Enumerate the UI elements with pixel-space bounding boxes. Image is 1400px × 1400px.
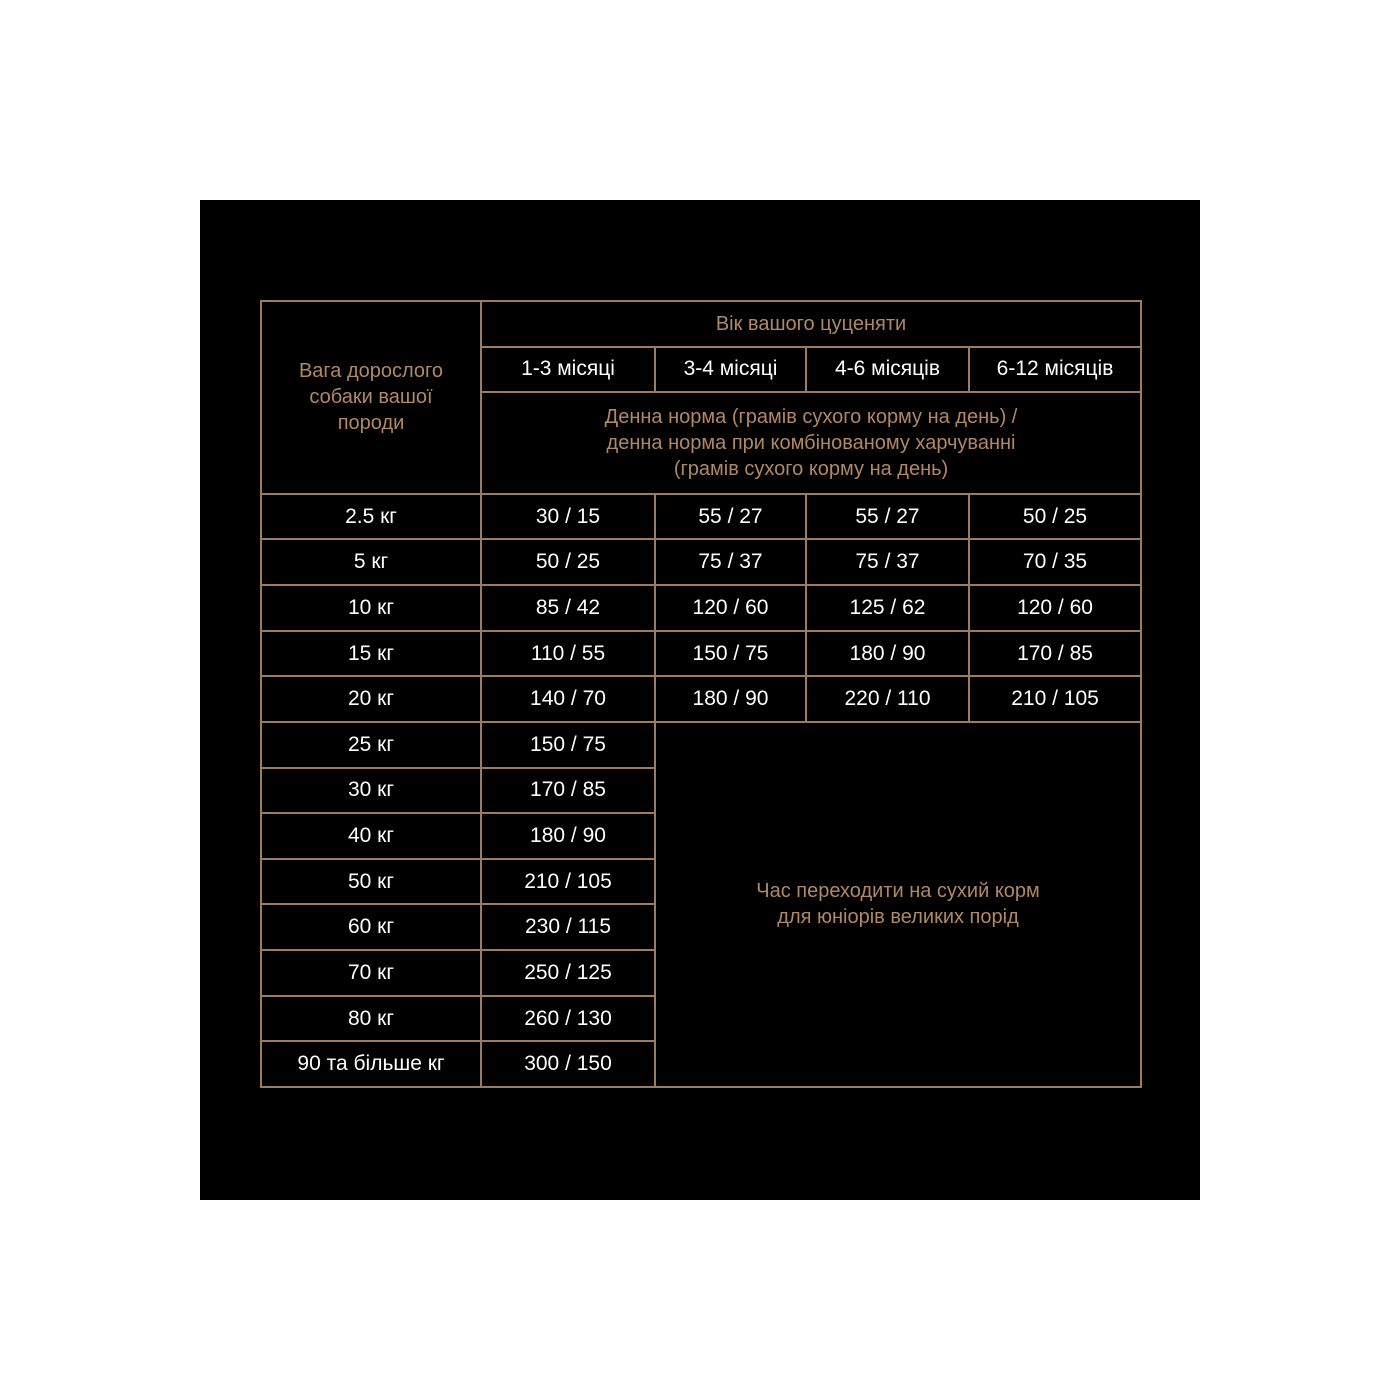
value-cell: 260 / 130 (481, 996, 655, 1042)
table-row (261, 676, 1141, 722)
weight-cell: 5 кг (261, 539, 481, 585)
weight-cell: 60 кг (261, 904, 481, 950)
daily-norm-line-3: (грамів сухого корму на день) (673, 458, 949, 481)
feeding-chart-panel (200, 200, 1200, 1200)
weight-header-cell (261, 301, 481, 494)
value-cell: 55 / 27 (655, 494, 806, 540)
table-row (261, 585, 1141, 631)
weight-cell: 40 кг (261, 813, 481, 859)
weight-cell: 30 кг (261, 768, 481, 814)
age-header: Вік вашого цуценяти (481, 301, 1141, 347)
value-cell: 120 / 60 (969, 585, 1141, 631)
switch-note-line-2: для юніорів великих порід (777, 906, 1019, 929)
value-cell: 150 / 75 (481, 722, 655, 768)
value-cell: 180 / 90 (655, 676, 806, 722)
age-col-2: 3-4 місяці (655, 347, 806, 393)
daily-norm-line-2: денна норма при комбінованому харчуванні (606, 432, 1016, 455)
value-cell: 30 / 15 (481, 494, 655, 540)
value-cell: 75 / 37 (806, 539, 969, 585)
value-cell: 140 / 70 (481, 676, 655, 722)
value-cell: 180 / 90 (806, 631, 969, 677)
value-cell: 120 / 60 (655, 585, 806, 631)
daily-norm-header (481, 392, 1141, 494)
value-cell: 300 / 150 (481, 1041, 655, 1087)
value-cell: 50 / 25 (481, 539, 655, 585)
switch-to-junior-note (655, 722, 1141, 1087)
table-row (261, 494, 1141, 540)
value-cell: 110 / 55 (481, 631, 655, 677)
value-cell: 230 / 115 (481, 904, 655, 950)
table-row (261, 631, 1141, 677)
feeding-table (260, 300, 1142, 1088)
weight-cell: 50 кг (261, 859, 481, 905)
value-cell: 75 / 37 (655, 539, 806, 585)
value-cell: 210 / 105 (969, 676, 1141, 722)
weight-cell: 15 кг (261, 631, 481, 677)
value-cell: 70 / 35 (969, 539, 1141, 585)
table-row (261, 539, 1141, 585)
value-cell: 210 / 105 (481, 859, 655, 905)
age-col-3: 4-6 місяців (806, 347, 969, 393)
age-col-4: 6-12 місяців (969, 347, 1141, 393)
value-cell: 250 / 125 (481, 950, 655, 996)
weight-cell: 25 кг (261, 722, 481, 768)
value-cell: 180 / 90 (481, 813, 655, 859)
weight-cell: 70 кг (261, 950, 481, 996)
weight-cell: 90 та більше кг (261, 1041, 481, 1087)
value-cell: 150 / 75 (655, 631, 806, 677)
table-row (261, 722, 1141, 768)
age-col-1: 1-3 місяці (481, 347, 655, 393)
value-cell: 125 / 62 (806, 585, 969, 631)
value-cell: 50 / 25 (969, 494, 1141, 540)
value-cell: 170 / 85 (481, 768, 655, 814)
weight-cell: 80 кг (261, 996, 481, 1042)
weight-cell: 2.5 кг (261, 494, 481, 540)
switch-note-line-1: Час переходити на сухий корм (756, 880, 1040, 903)
weight-header: Вага дорослого собаки вашої породи (298, 360, 444, 435)
weight-cell: 10 кг (261, 585, 481, 631)
weight-cell: 20 кг (261, 676, 481, 722)
value-cell: 220 / 110 (806, 676, 969, 722)
value-cell: 170 / 85 (969, 631, 1141, 677)
value-cell: 85 / 42 (481, 585, 655, 631)
value-cell: 55 / 27 (806, 494, 969, 540)
daily-norm-line-1: Денна норма (грамів сухого корму на день) / (604, 406, 1018, 429)
